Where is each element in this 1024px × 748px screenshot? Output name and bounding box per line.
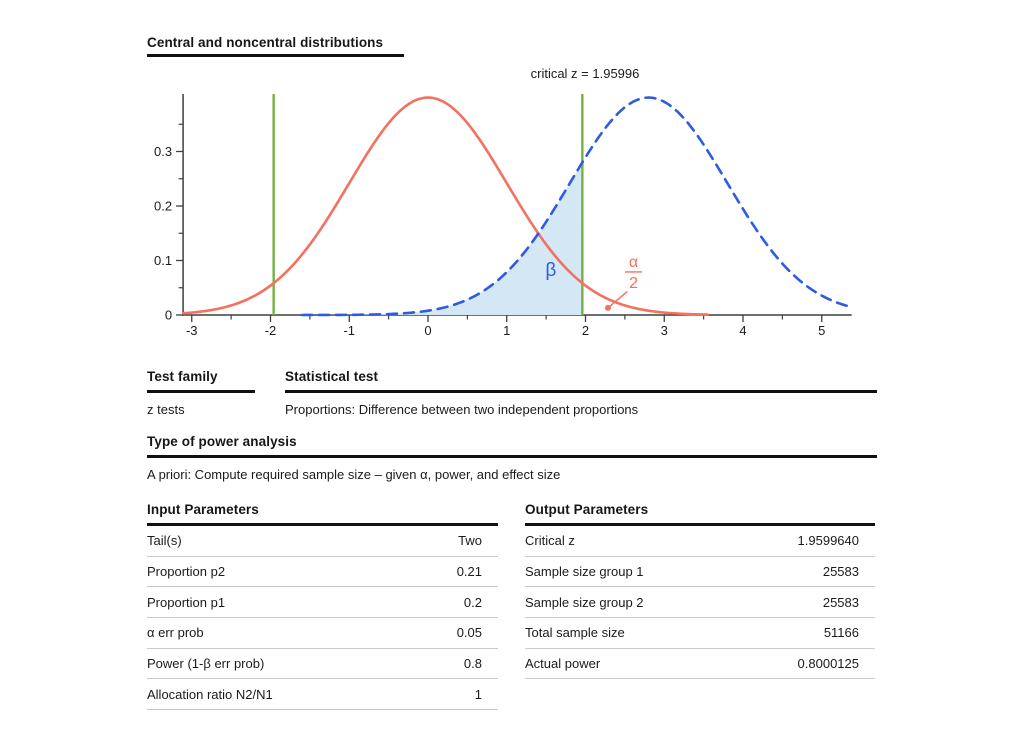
param-value: 1	[474, 686, 482, 702]
param-value: 51166	[823, 625, 859, 641]
table-row	[525, 587, 875, 618]
y-tick-label: 0.2	[154, 198, 173, 214]
output-parameters-table	[525, 502, 875, 679]
power-analysis-type-value: A priori: Compute required sample size – given α, power, and effect size	[147, 467, 561, 482]
statistical-test-section	[285, 369, 877, 417]
alpha-denominator-label: 2	[629, 274, 638, 292]
table-row	[525, 649, 875, 680]
param-value: Two	[458, 533, 482, 549]
table-row	[147, 679, 498, 710]
x-tick-label: 4	[739, 323, 747, 338]
param-value: 0.05	[456, 625, 482, 641]
y-tick-label: 0.3	[154, 144, 173, 159]
param-label: Sample size group 2	[525, 594, 644, 610]
param-label: Allocation ratio N2/N1	[147, 686, 273, 702]
table-row	[147, 526, 498, 557]
param-value: 0.2	[463, 594, 482, 610]
table-row	[147, 557, 498, 588]
x-tick-label: -3	[185, 323, 198, 338]
param-label: Sample size group 1	[525, 564, 644, 580]
param-label: α err prob	[147, 625, 204, 641]
param-label: Actual power	[525, 656, 601, 672]
param-value: 25583	[822, 564, 859, 580]
test-family-section	[147, 369, 255, 417]
beta-region-fill	[302, 165, 582, 315]
table-row	[525, 557, 875, 588]
table-row	[147, 618, 498, 649]
input-parameters-table	[147, 502, 498, 710]
chart-title: Central and noncentral distributions	[147, 35, 404, 57]
param-label: Proportion p1	[147, 594, 226, 610]
statistical-test-value: Proportions: Difference between two independent proportions	[285, 402, 639, 417]
y-tick-label: 0	[164, 307, 173, 323]
x-tick-label: 1	[503, 323, 511, 338]
power-analysis-type-header: Type of power analysis	[147, 434, 877, 458]
param-label: Total sample size	[525, 625, 625, 641]
param-value: 0.8000125	[797, 656, 859, 672]
param-label: Power (1-β err prob)	[147, 656, 265, 672]
distribution-chart	[140, 60, 885, 345]
param-label: Critical z	[525, 533, 575, 549]
param-value: 25583	[822, 594, 859, 610]
param-value: 0.21	[456, 564, 482, 580]
x-tick-label: 5	[818, 323, 826, 338]
param-label: Proportion p2	[147, 564, 226, 580]
table-row	[147, 649, 498, 680]
power-analysis-type-section	[147, 434, 877, 482]
critical-z-annotation: critical z = 1.95996	[530, 66, 640, 81]
table-row	[525, 618, 875, 649]
statistical-test-header: Statistical test	[285, 369, 877, 393]
param-value: 0.8	[463, 656, 482, 672]
x-tick-label: 3	[660, 323, 668, 338]
test-family-value: z tests	[147, 402, 185, 417]
alpha-pointer-dot	[605, 305, 611, 311]
param-label: Tail(s)	[147, 533, 182, 549]
x-tick-label: 2	[581, 323, 590, 338]
beta-label: β	[545, 259, 557, 281]
x-tick-label: 0	[424, 323, 432, 338]
output-parameters-header: Output Parameters	[525, 502, 875, 526]
x-tick-label: -2	[264, 323, 277, 338]
y-tick-label: 0.1	[154, 253, 173, 268]
param-value: 1.9599640	[797, 533, 859, 549]
input-parameters-header: Input Parameters	[147, 502, 498, 526]
alpha-numerator-label: α	[628, 253, 639, 271]
table-row	[525, 526, 875, 557]
x-tick-label: -1	[343, 323, 356, 338]
table-row	[147, 587, 498, 618]
test-family-header: Test family	[147, 369, 255, 393]
